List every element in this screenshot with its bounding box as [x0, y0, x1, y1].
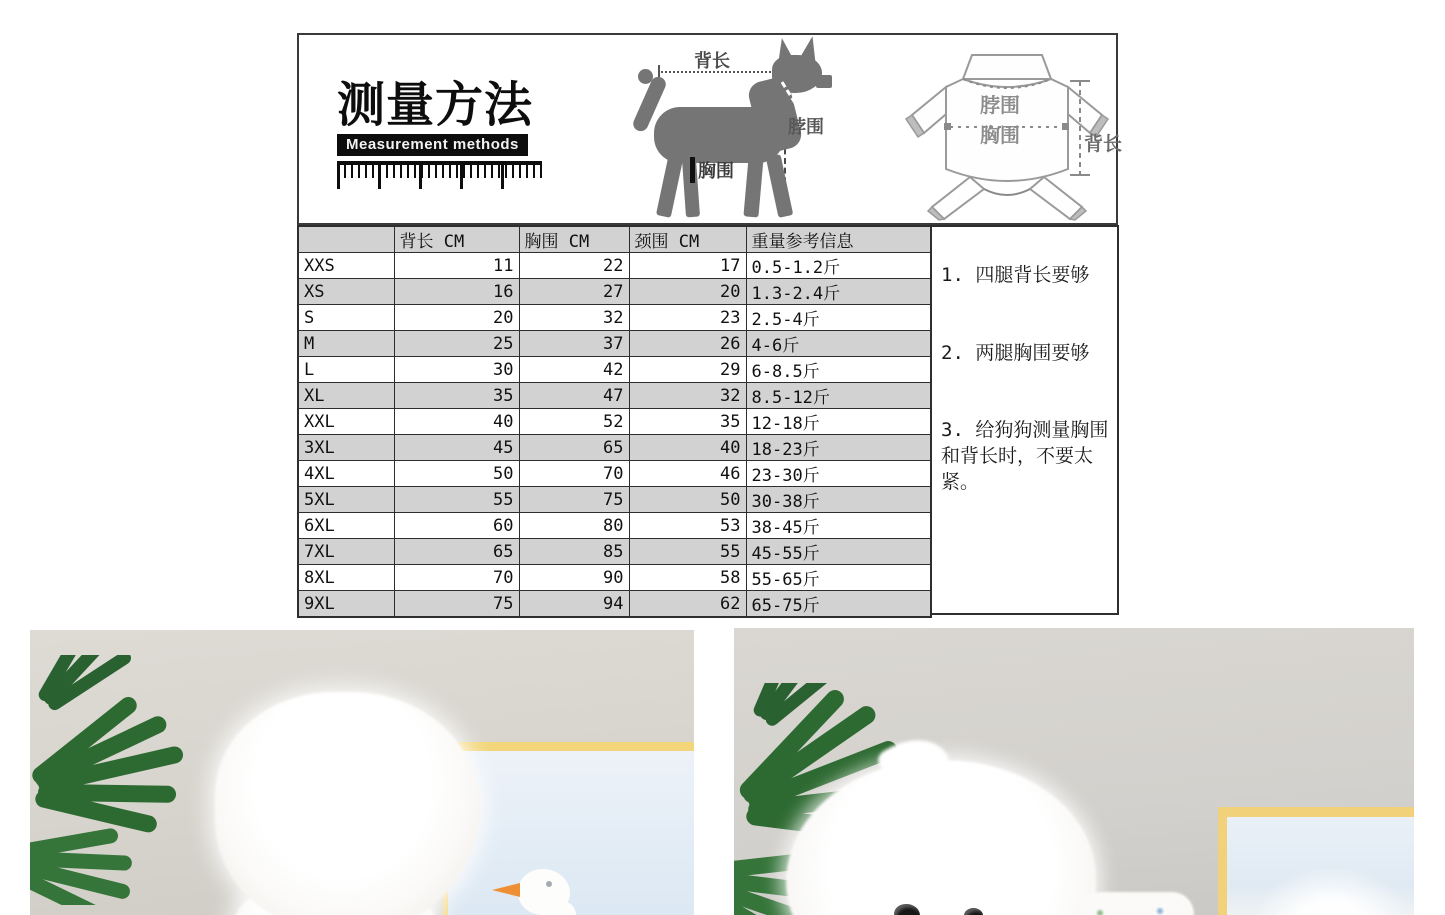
dog-muzzle-shape — [816, 75, 832, 88]
back-length-label: 背长 — [694, 51, 730, 71]
ruler-big-ticks — [337, 165, 542, 189]
size-name-cell: 4XL — [298, 461, 394, 487]
measurement-cell: 75 — [394, 591, 519, 618]
size-table-row — [298, 435, 931, 461]
dog-ear-icon — [800, 35, 821, 62]
size-table-header-cell: 重量参考信息 — [746, 226, 931, 253]
back-length-label: 背长 — [1084, 134, 1123, 155]
dog-leg-shape — [743, 156, 763, 217]
size-name-cell: L — [298, 357, 394, 383]
measurement-cell: 37 — [519, 331, 629, 357]
measurement-cell: 22 — [519, 253, 629, 279]
measurement-cell: 27 — [519, 279, 629, 305]
weight-range-cell: 8.5-12斤 — [746, 383, 931, 409]
dog-measurement-diagram — [634, 41, 852, 225]
picture-frame — [443, 742, 694, 915]
measurement-cell: 35 — [394, 383, 519, 409]
size-name-cell: XS — [298, 279, 394, 305]
measurement-cell: 52 — [519, 409, 629, 435]
fit-note-3: 3. 给狗狗测量胸围和背长时，不要太紧。 — [941, 419, 1109, 493]
outfit-pattern-dot — [1157, 908, 1163, 914]
size-table-header-cell: 胸围 CM — [519, 226, 629, 253]
goose-eye-dot — [546, 881, 552, 887]
dog-ear-icon — [774, 37, 794, 63]
weight-range-cell: 4-6斤 — [746, 331, 931, 357]
size-table-row — [298, 383, 931, 409]
chest-girth-label: 胸围 — [980, 125, 1020, 147]
weight-range-cell: 12-18斤 — [746, 409, 931, 435]
measurement-cell: 23 — [629, 305, 746, 331]
measurement-cell: 50 — [629, 487, 746, 513]
dotted-line-end-left — [944, 123, 951, 130]
garment-leg-left — [932, 177, 984, 219]
measurement-cell: 17 — [629, 253, 746, 279]
fluffy-white-dog — [215, 692, 480, 915]
measurement-cell: 42 — [519, 357, 629, 383]
measurement-cell: 26 — [629, 331, 746, 357]
garment-collar-shape — [963, 55, 1051, 79]
measurement-cell: 53 — [629, 513, 746, 539]
measurement-cell: 65 — [519, 435, 629, 461]
size-name-cell: XXS — [298, 253, 394, 279]
measurement-cell: 20 — [394, 305, 519, 331]
measurement-cell: 90 — [519, 565, 629, 591]
weight-range-cell: 65-75斤 — [746, 591, 931, 618]
size-table-header-cell: 背长 CM — [394, 226, 519, 253]
crotch-seam-line — [984, 189, 1030, 195]
size-name-cell: XXL — [298, 409, 394, 435]
measurement-cell: 55 — [629, 539, 746, 565]
size-name-cell: XL — [298, 383, 394, 409]
size-name-cell: 3XL — [298, 435, 394, 461]
size-table-header-cell — [298, 226, 394, 253]
neck-girth-label: 脖围 — [980, 95, 1020, 117]
weight-range-cell: 1.3-2.4斤 — [746, 279, 931, 305]
measurement-cell: 46 — [629, 461, 746, 487]
measurement-cell: 11 — [394, 253, 519, 279]
fit-note-1: 1. 四腿背长要够 — [941, 264, 1090, 286]
size-name-cell: M — [298, 331, 394, 357]
size-table-row — [298, 357, 931, 383]
chest-girth-label: 胸围 — [690, 157, 734, 183]
measurement-cell: 85 — [519, 539, 629, 565]
weight-range-cell: 45-55斤 — [746, 539, 931, 565]
size-table-row — [298, 513, 931, 539]
dog-leg-shape — [766, 154, 794, 218]
measurement-cell: 62 — [629, 591, 746, 618]
measurement-cell: 35 — [629, 409, 746, 435]
measurement-cell: 70 — [519, 461, 629, 487]
goose-beak-shape — [492, 883, 520, 897]
method-subtitle: Measurement methods — [337, 134, 528, 156]
size-table-row — [298, 409, 931, 435]
measurement-cell: 40 — [394, 409, 519, 435]
size-table-row — [298, 591, 931, 618]
weight-range-cell: 30-38斤 — [746, 487, 931, 513]
weight-range-cell: 38-45斤 — [746, 513, 931, 539]
weight-range-cell: 18-23斤 — [746, 435, 931, 461]
measurement-cell: 80 — [519, 513, 629, 539]
measurement-cell: 30 — [394, 357, 519, 383]
size-table — [297, 225, 932, 618]
fit-note-2: 2. 两腿胸围要够 — [941, 341, 1090, 364]
size-name-cell: 5XL — [298, 487, 394, 513]
measurement-cell: 29 — [629, 357, 746, 383]
measurement-cell: 75 — [519, 487, 629, 513]
garment-measurement-diagram — [884, 43, 1123, 221]
size-name-cell: 8XL — [298, 565, 394, 591]
method-title-block — [337, 77, 552, 187]
goose-head-shape — [518, 869, 570, 915]
size-chart-section — [297, 225, 1119, 618]
picture-frame — [1218, 807, 1414, 915]
measurement-cell: 47 — [519, 383, 629, 409]
dog-outfit-shape — [1079, 892, 1194, 915]
measurement-cell: 58 — [629, 565, 746, 591]
outfit-pattern-dot — [1097, 910, 1103, 915]
measurement-cell: 50 — [394, 461, 519, 487]
dog-leg-shape — [656, 156, 683, 218]
weight-range-cell: 23-30斤 — [746, 461, 931, 487]
size-table-row — [298, 253, 931, 279]
size-name-cell: S — [298, 305, 394, 331]
measurement-methods-panel — [297, 33, 1123, 225]
dotted-line-end-right — [1062, 123, 1069, 130]
product-photo-right — [734, 628, 1414, 915]
measurement-cell: 25 — [394, 331, 519, 357]
size-table-row — [298, 279, 931, 305]
size-table-header-row — [298, 226, 931, 253]
size-table-header-cell: 颈围 CM — [629, 226, 746, 253]
measurement-cell: 32 — [629, 383, 746, 409]
garment-leg-right — [1030, 177, 1082, 219]
size-table-row — [298, 539, 931, 565]
size-name-cell: 6XL — [298, 513, 394, 539]
size-table-row — [298, 487, 931, 513]
neck-girth-label: 脖围 — [788, 117, 824, 137]
fit-notes — [931, 225, 1119, 615]
measurement-cell: 65 — [394, 539, 519, 565]
measurement-cell: 40 — [629, 435, 746, 461]
measurement-cell: 94 — [519, 591, 629, 618]
size-table-row — [298, 305, 931, 331]
measurement-cell: 45 — [394, 435, 519, 461]
weight-range-cell: 2.5-4斤 — [746, 305, 931, 331]
product-photo-left — [30, 630, 694, 915]
size-table-row — [298, 565, 931, 591]
weight-range-cell: 0.5-1.2斤 — [746, 253, 931, 279]
weight-range-cell: 6-8.5斤 — [746, 357, 931, 383]
weight-range-cell: 55-65斤 — [746, 565, 931, 591]
size-name-cell: 9XL — [298, 591, 394, 618]
method-title: 测量方法 — [337, 77, 534, 133]
size-name-cell: 7XL — [298, 539, 394, 565]
measurement-cell: 20 — [629, 279, 746, 305]
dog-tail-tip-shape — [638, 69, 653, 84]
measurement-cell: 70 — [394, 565, 519, 591]
measurement-cell: 60 — [394, 513, 519, 539]
measurement-cell: 16 — [394, 279, 519, 305]
measurement-cell: 32 — [519, 305, 629, 331]
ruler-icon — [337, 161, 542, 187]
measurement-cell: 55 — [394, 487, 519, 513]
size-table-row — [298, 331, 931, 357]
size-table-row — [298, 461, 931, 487]
